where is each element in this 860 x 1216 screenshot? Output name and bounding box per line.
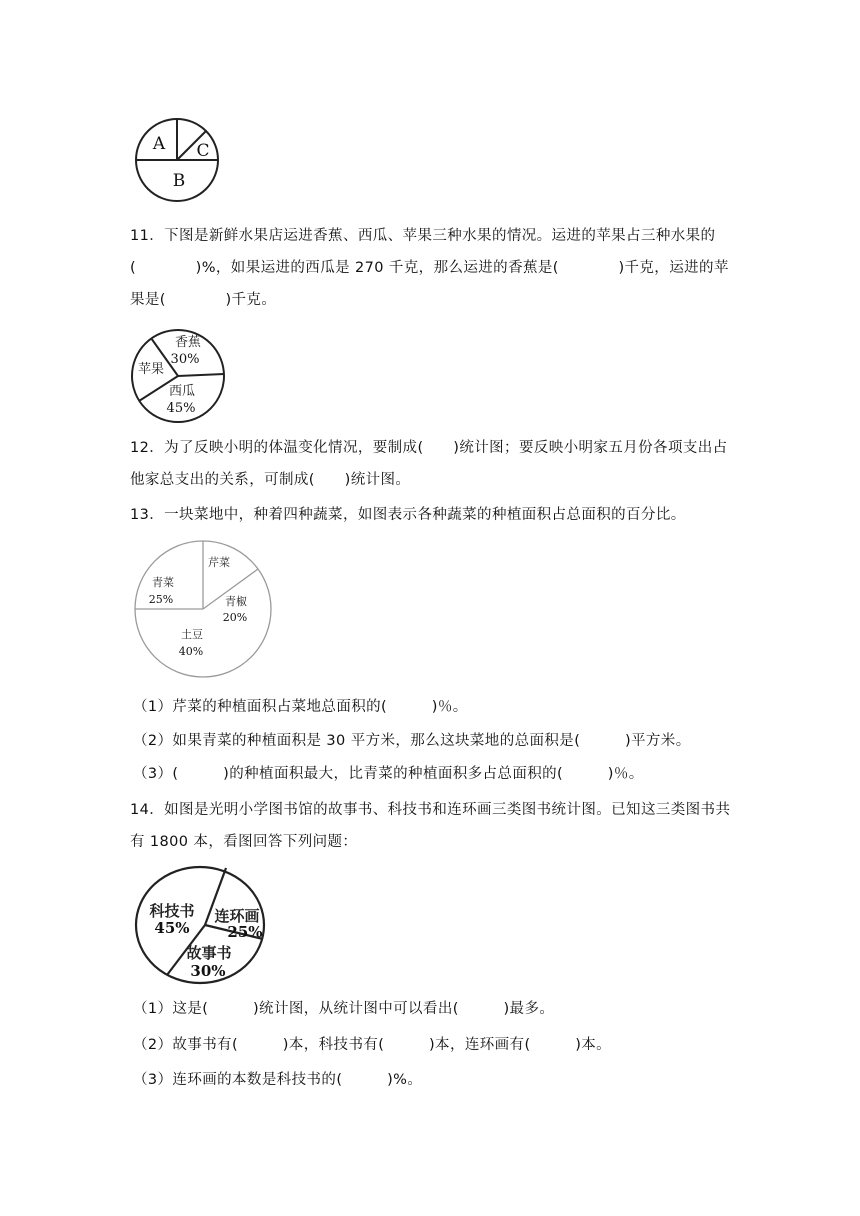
- slice-value-pepper: 20%: [222, 611, 248, 624]
- q11-divider-2: [178, 374, 224, 376]
- slice-label-pepper: 青椒: [225, 595, 247, 608]
- slice-label-potato: 土豆: [181, 628, 203, 641]
- slice-value-science: 45%: [154, 919, 190, 937]
- q12-line-1: 12．为了反映小明的体温变化情况，要制成( )统计图；要反映小明家五月份各项支出占: [130, 440, 728, 456]
- q11-line-1: 11．下图是新鲜水果店运进香蕉、西瓜、苹果三种水果的情况。运进的苹果占三种水果的: [130, 228, 716, 244]
- q14-line-1: 14．如图是光明小学图书馆的故事书、科技书和连环画三类图书统计图。已知这三类图书共: [130, 802, 731, 818]
- q11-line-3: 果是( )千克。: [130, 292, 277, 308]
- slice-label-stories: 故事书: [186, 944, 232, 962]
- q13-sub-1: （1）芹菜的种植面积占菜地总面积的( )％。: [133, 699, 468, 715]
- pie-label-c: C: [196, 141, 210, 161]
- slice-label-watermelon: 西瓜: [168, 384, 196, 399]
- q13-sub-3: （3）( )的种植面积最大，比青菜的种植面积多占总面积的( )％。: [133, 766, 644, 782]
- q14-line-2: 有 1800 本，看图回答下列问题：: [130, 834, 358, 850]
- slice-value-comics: 25%: [227, 923, 263, 941]
- slice-value-stories: 30%: [190, 962, 226, 980]
- slice-value-banana: 30%: [170, 352, 200, 367]
- slice-value-potato: 40%: [178, 645, 204, 658]
- slice-value-green-vegetable: 25%: [148, 593, 174, 606]
- slice-label-celery: 芹菜: [208, 556, 230, 569]
- q11-fruit-pie-chart: [130, 326, 230, 426]
- slice-label-green-vegetable: 青菜: [152, 576, 174, 589]
- q13-vegetable-pie-chart: [134, 541, 274, 681]
- slice-label-banana: 香蕉: [174, 335, 202, 350]
- q14-sub-2: （2）故事书有( )本，科技书有( )本，连环画有( )本。: [133, 1037, 612, 1053]
- pie-label-b: B: [172, 171, 186, 191]
- q12-line-2: 他家总支出的关系，可制成( )统计图。: [130, 472, 411, 488]
- slice-label-comics: 连环画: [214, 907, 260, 925]
- q13-sub-2: （2）如果青菜的种植面积是 30 平方米，那么这块菜地的总面积是( )平方米。: [133, 733, 691, 749]
- q14-sub-3: （3）连环画的本数是科技书的( )%。: [133, 1072, 423, 1088]
- slice-label-science: 科技书: [149, 902, 195, 920]
- q11-line-2: ( )%，如果运进的西瓜是 270 千克，那么运进的香蕉是( )千克，运进的苹: [130, 260, 729, 276]
- q14-sub-1: （1）这是( )统计图，从统计图中可以看出( )最多。: [133, 1001, 555, 1017]
- abc-pie-figure: [135, 116, 225, 206]
- slice-value-watermelon: 45%: [166, 401, 196, 416]
- pie-label-a: A: [152, 134, 166, 154]
- q13-line-1: 13．一块菜地中，种着四种蔬菜，如图表示各种蔬菜的种植面积占总面积的百分比。: [130, 507, 686, 523]
- slice-label-apple: 苹果: [137, 362, 165, 377]
- q14-book-pie-chart: [134, 865, 269, 990]
